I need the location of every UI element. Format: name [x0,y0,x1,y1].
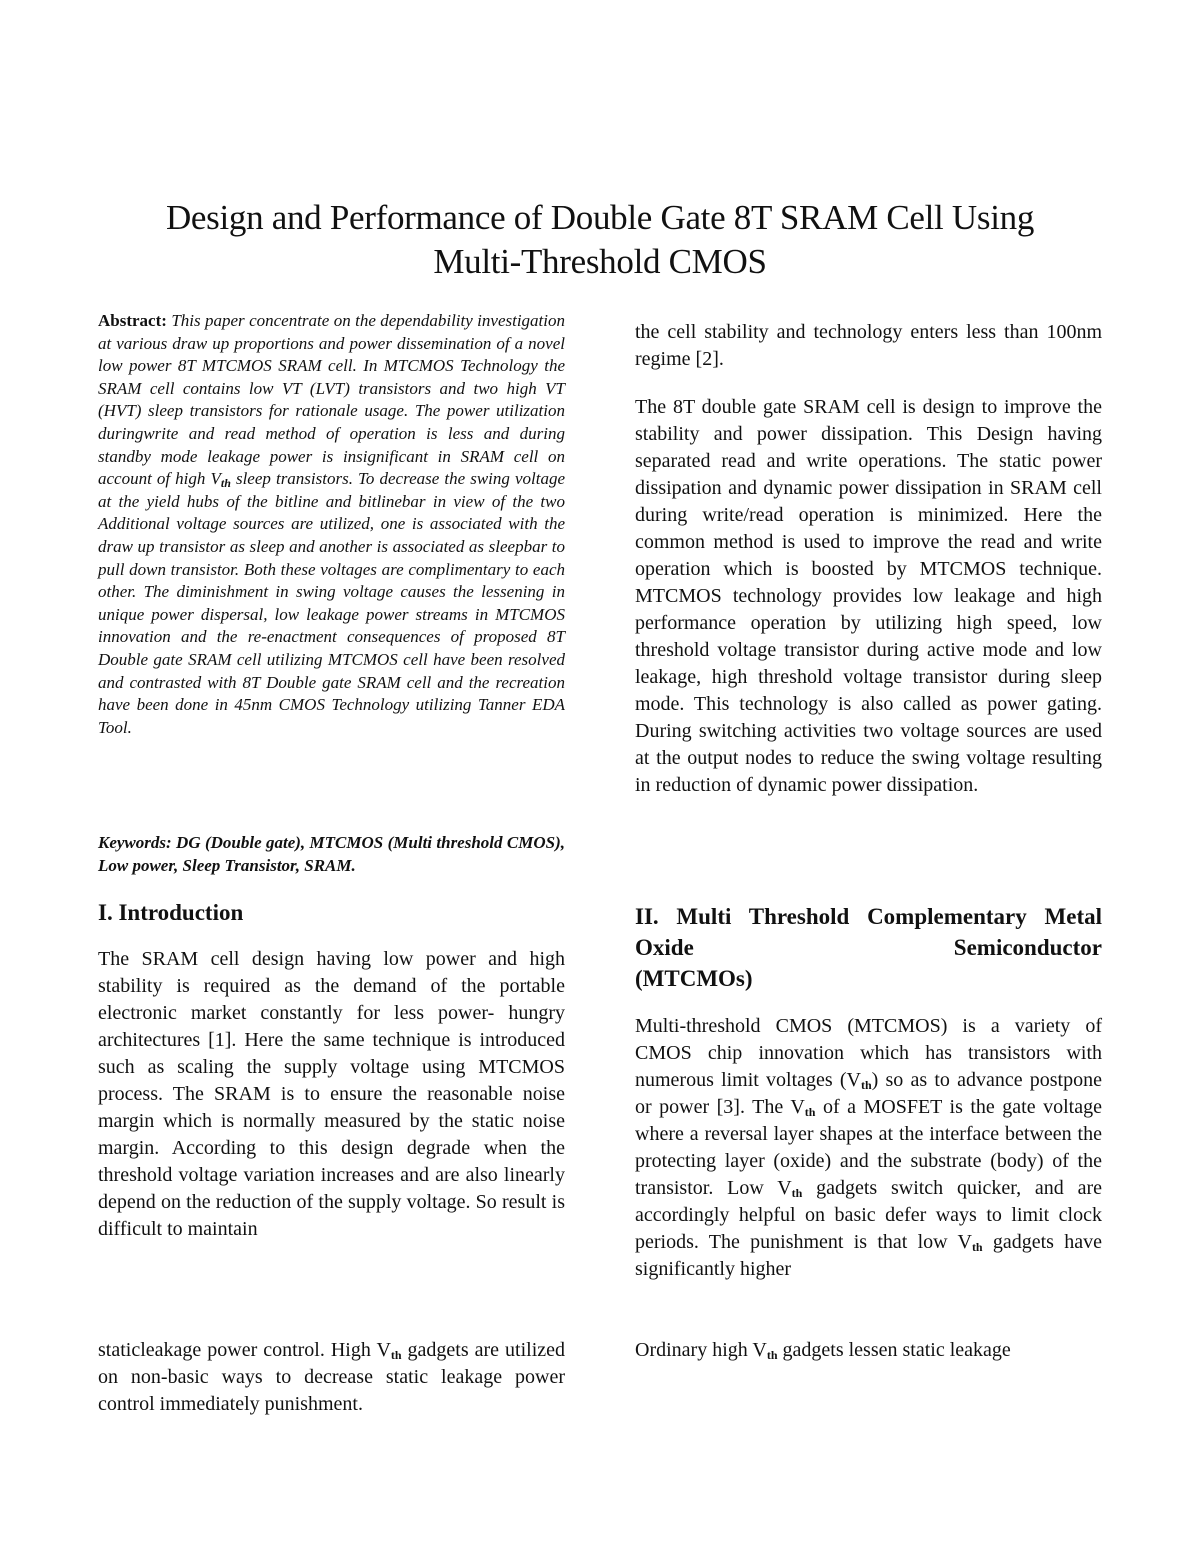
right-top-paragraph: the cell stability and technology enters less than 100nm regime [2]. [635,321,1102,370]
right-bottom-text-a: Ordinary high V [635,1339,767,1361]
mtcmos-sub-4: th [971,1240,983,1254]
title-line-2: Multi-Threshold CMOS [433,242,767,281]
mtcmos-sub-1: th [860,1078,872,1092]
abstract-text-a: This paper concentrate on the dependability investigation at various draw up proportions and power dissemination of a novel low power 8T MTCMOS SRAM cell. In MTCMOS Technology the SRAM cell contains low VT (LVT) transistors and two high VT (HVT) sleep transistors for rationale usage. The power utilization duringwrite and read method of operation is less and during standby mode leakage power is insignificant in SRAM cell on account of high V [98,311,566,489]
right-bottom-sub: th [766,1348,778,1362]
keywords: Keywords: DG (Double gate), MTCMOS (Multi threshold CMOS), Low power, Sleep Transistor, SRAM. [98,833,565,875]
mtcmos-text-a: Multi-threshold CMOS (MTCMOS) is a variety of CMOS chip innovation which has transistors with numerous limit voltages (V [635,1015,1102,1091]
mtcmos-text-e: gadgets have significantly higher [635,1231,1102,1280]
abstract [98,310,565,739]
introduction-paragraph: The SRAM cell design having low power and high stability is required as the demand of the portable electronic market constantly for less power- hungry architectures [1]. Here the same technique is introduced such as scaling the supply voltage using MTCMOS process. The SRAM is to ensure the reasonable noise margin which is normally measured by the static noise margin. According to this design degrade when the threshold voltage variation increases and are also linearly depend on the reduction of the supply voltage. So result is difficult to maintain [98,948,565,1240]
title-line-1: Design and Performance of Double Gate 8T SRAM Cell Using [165,198,1035,237]
abstract-label: Abstract: [98,311,167,330]
mtcmos-text-d: gadgets switch quicker, and are accordingly helpful on basic defer ways to limit clock periods. The punishment is that low V [635,1177,1102,1253]
section-heading-mtcmos-main: II. Multi Threshold Complementary Metal Oxide Semiconductor [635,904,1102,960]
section-heading-mtcmos-abbr: (MTCMOs) [635,966,753,991]
paper-title [100,196,1100,284]
abstract-text-b: sleep transistors. To decrease the swing voltage at the yield hubs of the bitline and bitlinebar in view of the two Additional voltage sources are utilized, one is associated with the draw up transistor as sleep and another is associated as sleepbar to pull down transistor. Both these voltages are complimentary to each other. The diminishment in swing voltage causes the lessening in unique power dispersal, low leakage power streams in MTCMOS innovation and the re-enactment consequences of proposed 8T Double gate SRAM cell utilizing MTCMOS cell have been resolved and contrasted with 8T Double gate SRAM cell and the recreation have been done in 45nm CMOS Technology utilizing Tanner EDA Tool. [98,469,565,737]
section-heading-mtcmos [635,901,1102,994]
mtcmos-text-b: ) so as to advance postpone or power [3]. The V [635,1069,1102,1118]
left-bottom-text-a: staticleakage power control. High V [98,1339,391,1361]
right-second-paragraph: The 8T double gate SRAM cell is design to improve the stability and power dissipation. This Design having separated read and write operations. The static power dissipation and dynamic power dissipation in SRAM cell during write/read operation is minimized. Here the common method is used to improve the read and write operation which is boosted by MTCMOS technique. MTCMOS technology provides low leakage and high performance operation by utilizing high speed, low threshold voltage transistor during active mode and low leakage, high threshold voltage transistor during sleep mode. This technology is also called as power gating. During switching activities two voltage sources are used at the output nodes to reduce the swing voltage resulting in reduction of dynamic power dissipation. [635,396,1102,796]
left-bottom-paragraph [98,1337,565,1418]
mtcmos-sub-3: th [791,1186,803,1200]
left-bottom-sub: th [390,1348,402,1362]
mtcmos-paragraph [635,1013,1102,1283]
section-heading-introduction: I. Introduction [98,900,244,925]
right-bottom-paragraph [635,1337,1102,1364]
left-bottom-text-b: gadgets are utilized on non-basic ways to decrease static leakage power control immediately punishment. [98,1339,565,1415]
abstract-sub: th [220,476,231,491]
mtcmos-sub-2: th [804,1105,816,1119]
mtcmos-text-c: of a MOSFET is the gate voltage where a reversal layer shapes at the interface between the protecting layer (oxide) and the substrate (body) of the transistor. Low V [635,1096,1102,1199]
right-bottom-text-b: gadgets lessen static leakage [777,1339,1011,1361]
